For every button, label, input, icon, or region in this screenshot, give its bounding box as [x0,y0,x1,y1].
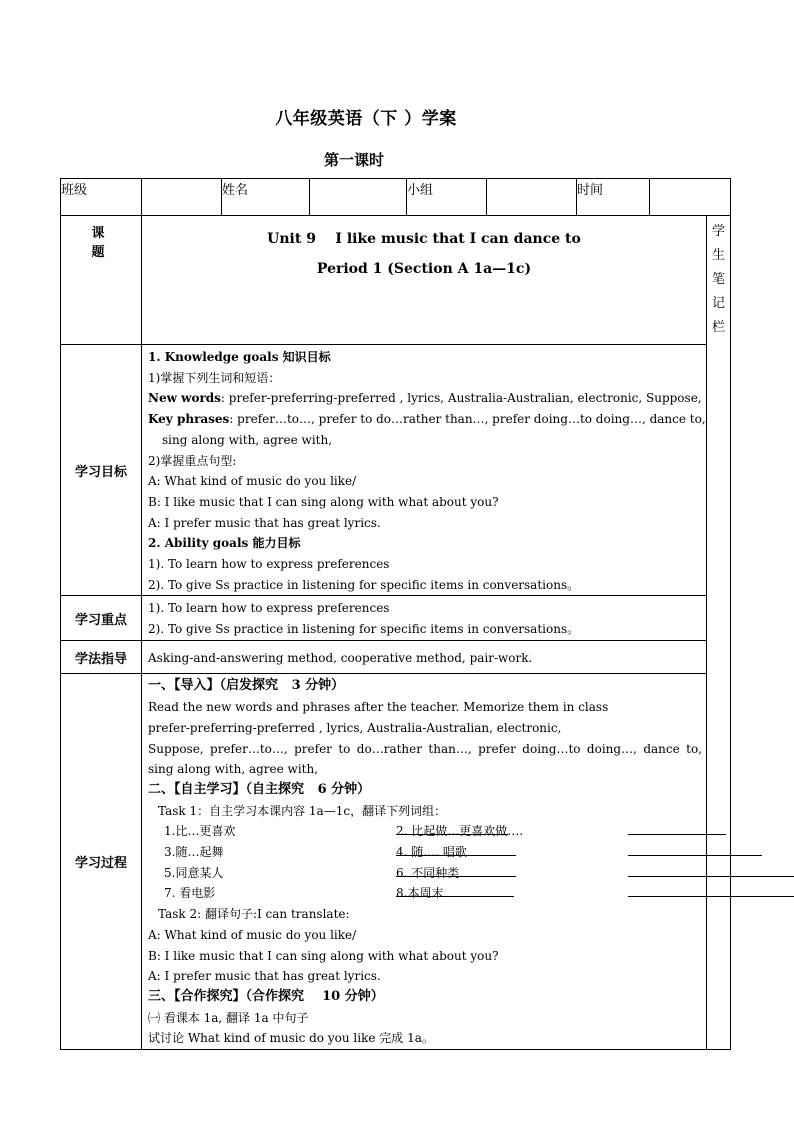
process-line: prefer-preferring-preferred , lyrics, Australia-Australian, electronic, [148,720,562,735]
notes-char-5: 栏 [711,320,725,335]
class-field[interactable] [142,179,222,216]
process-row [61,674,731,1050]
focus-content [142,596,707,641]
section-heading-intro: 一、【导入】（启发探究 3 分钟） [148,678,345,694]
key-phrases-line: Key phrases: prefer…to…, prefer to do…rather than…, prefer doing…to doing…, dance to, [148,412,706,427]
vocab-row-4: 7. 看电影 8.本周末 [148,883,702,904]
answer-blank[interactable] [628,822,726,835]
class-label: 班级 [61,179,142,216]
topic-row [61,216,731,345]
ability-goal: 1). To learn how to express preferences [148,557,390,572]
method-label: 学法指导 [61,641,142,674]
time-field[interactable] [650,179,731,216]
process-line: ㈠ 看课本 1a, 翻译 1a 中句子 [148,1010,309,1025]
vocab-row-1: 1.比…更喜欢 2. 比起做…更喜欢做…. [148,821,702,842]
vocab-row-3: 5.同意某人 6. 不同种类 [148,863,702,884]
focus-label: 学习重点 [61,596,142,641]
ability-goal: 2). To give Ss practice in listening for specific items in conversations。 [148,577,580,592]
sentence-line: A: I prefer music that has great lyrics. [148,515,381,530]
goals-line: 2)掌握重点句型: [148,453,237,468]
unit-title: Unit 9 I like music that I can dance to [267,231,581,247]
focus-item: 1). To learn how to express preferences [148,601,390,616]
name-field[interactable] [310,179,407,216]
section-heading-self-study: 二、【自主学习】（自主探究 6 分钟） [148,781,371,797]
section-heading-cooperative: 三、【合作探究】（合作探究 10 分钟） [148,988,384,1004]
key-phrases-line-2: sing along with, agree with, [162,432,333,447]
process-line: Suppose, prefer…to…, prefer to do…rather than…, prefer doing…to doing…, dance to, sing along with, agree with, [148,741,702,777]
name-label: 姓名 [222,179,310,216]
goals-label: 学习目标 [61,345,142,596]
process-label: 学习过程 [61,674,142,1050]
topic-content [142,216,707,345]
sentence-line: A: What kind of music do you like/ [148,474,357,489]
process-line: Read the new words and phrases after the teacher. Memorize them in class [148,700,609,715]
answer-blank[interactable] [628,843,762,856]
ability-goals-heading: 2. Ability goals 能力目标 [148,536,301,551]
sentence-line: A: What kind of music do you like/ [148,927,357,942]
student-notes-column[interactable] [707,216,731,1050]
document-title: 八年级英语（下 ）学案 [275,109,457,129]
goals-content [142,345,707,596]
process-line: 试讨论 What kind of music do you like 完成 1a。 [148,1031,434,1046]
sentence-line: B: I like music that I can sing along with what about you? [148,494,499,509]
knowledge-goals-heading: 1. Knowledge goals 知识目标 [148,350,331,364]
period-title: Period 1 (Section A 1a—1c) [316,261,532,277]
notes-char-2: 生 [711,248,725,263]
vocab-row-2: 3.随…起舞 4. 随…. 唱歌 [148,842,702,863]
focus-item: 2). To give Ss practice in listening for specific items in conversations。 [148,622,580,637]
sentence-line: A: I prefer music that has great lyrics. [148,969,381,984]
time-label: 时间 [577,179,650,216]
notes-char-4: 记 [711,296,725,311]
topic-label: 课题 [61,216,142,345]
method-text: Asking-and-answering method, cooperative method, pair-work. [148,651,533,666]
goals-line: 1)掌握下列生词和短语： [148,370,281,385]
task-2: Task 2: 翻译句子:I can translate: [158,907,350,922]
lesson-plan-table [60,178,731,1050]
goals-row [61,345,731,596]
group-label: 小组 [407,179,487,216]
answer-blank[interactable] [628,884,794,897]
method-content [142,641,707,674]
sentence-line: B: I like music that I can sing along with what about you? [148,948,499,963]
focus-row [61,596,731,641]
notes-char-3: 笔 [711,272,725,287]
lesson-subtitle: 第一课时 [323,151,384,169]
new-words-line: New words: prefer-preferring-preferred , lyrics, Australia-Australian, electronic, Suppose, [148,391,702,406]
process-content [142,674,707,1050]
header-row [61,179,731,216]
task-1: Task 1：自主学习本课内容 1a—1c，翻译下列词组： [158,803,447,818]
answer-blank[interactable] [628,864,794,877]
notes-char-1: 学 [711,224,725,239]
method-row [61,641,731,674]
group-field[interactable] [487,179,577,216]
